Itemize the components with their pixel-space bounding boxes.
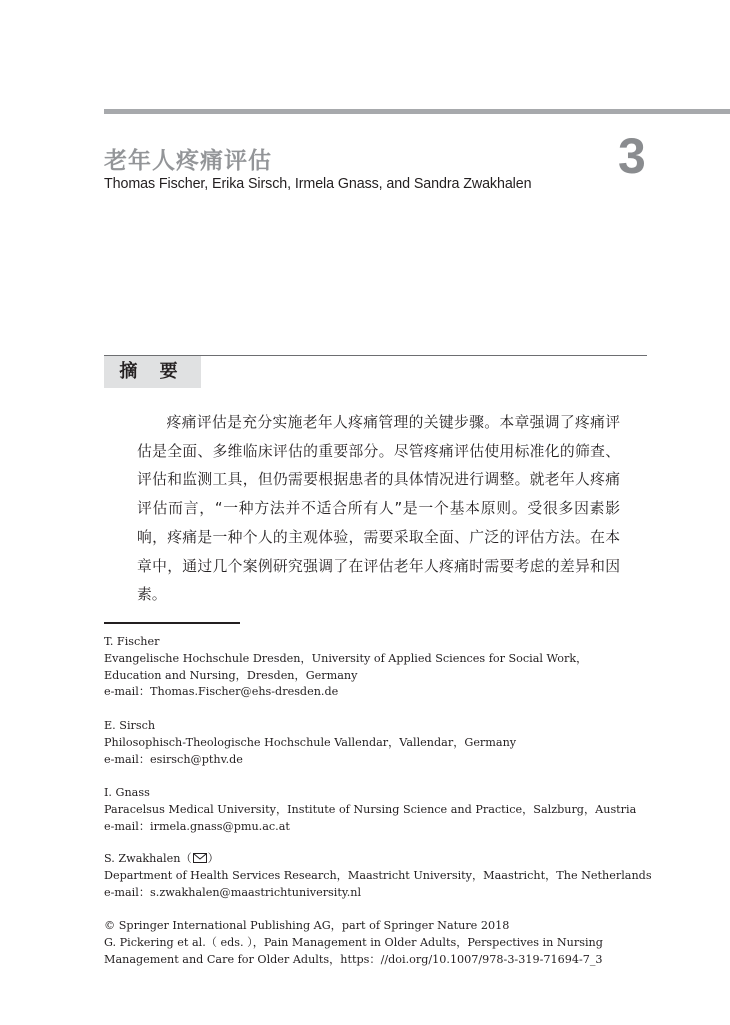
citation-line: Management and Care for Older Adults，https：//doi.org/10.1007/978-3-319-71694-7_3: [104, 952, 603, 966]
copyright-block: [104, 918, 603, 968]
author-name: I. Gnass: [104, 786, 150, 799]
paren-close: ）: [207, 852, 219, 865]
author-email: e-mail：esirsch@pthv.de: [104, 752, 243, 766]
copyright-line: © Springer International Publishing AG，part of Springer Nature 2018: [104, 919, 510, 932]
footnote-rule: [104, 622, 240, 624]
chapter-number: 3: [618, 128, 646, 184]
author-name: S. Zwakhalen: [104, 852, 181, 865]
chapter-title: 老年人疼痛评估: [104, 148, 272, 174]
abstract-heading: 摘 要: [119, 361, 186, 382]
envelope-icon: [193, 853, 207, 863]
top-rule: [104, 109, 730, 114]
abstract-body: 疼痛评估是充分实施老年人疼痛管理的关键步骤。本章强调了疼痛评估是全面、多维临床评估的重要部分。尽管疼痛评估使用标准化的筛查、评估和监测工具，但仍需要根据患者的具体情况进行调整。就老年人疼痛评估而言，“一种方法并不适合所有人”是一个基本原则。受很多因素影响，疼痛是一种个人的主观体验，需要采取全面、广泛的评估方法。在本章中，通过几个案例研究强调了在评估老年人疼痛时需要考虑的差异和因素。: [137, 414, 620, 604]
author-name: T. Fischer: [104, 635, 160, 648]
affiliation-line: Evangelische Hochschule Dresden，University of Applied Sciences for Social Work，: [104, 651, 588, 665]
author-email: e-mail：irmela.gnass@pmu.ac.at: [104, 819, 290, 833]
citation-line: G. Pickering et al.（ eds. ），Pain Management in Older Adults，Perspectives in Nursing: [104, 935, 603, 949]
author-name: E. Sirsch: [104, 719, 156, 732]
chapter-authors: Thomas Fischer, Erika Sirsch, Irmela Gnass, and Sandra Zwakhalen: [104, 176, 532, 192]
affiliation-line: Philosophisch-Theologische Hochschule Vallendar，Vallendar，Germany: [104, 735, 517, 749]
author-email: e-mail：s.zwakhalen@maastrichtuniversity.nl: [104, 885, 362, 899]
corresponding-author: [104, 851, 652, 868]
author-email: e-mail：Thomas.Fischer@ehs-dresden.de: [104, 685, 339, 699]
affiliation-zwakhalen: [104, 851, 652, 901]
affiliation-line: Paracelsus Medical University，Institute of Nursing Science and Practice，Salzburg，Austria: [104, 802, 637, 816]
affiliation-sirsch: [104, 718, 516, 768]
affiliation-line: Education and Nursing，Dresden，Germany: [104, 668, 358, 682]
affiliation-gnass: [104, 785, 636, 835]
affiliation-fischer: [104, 634, 587, 701]
affiliation-line: Department of Health Services Research，Maastricht University，Maastricht，The Netherlands: [104, 868, 652, 882]
paren-open: （: [180, 852, 192, 865]
